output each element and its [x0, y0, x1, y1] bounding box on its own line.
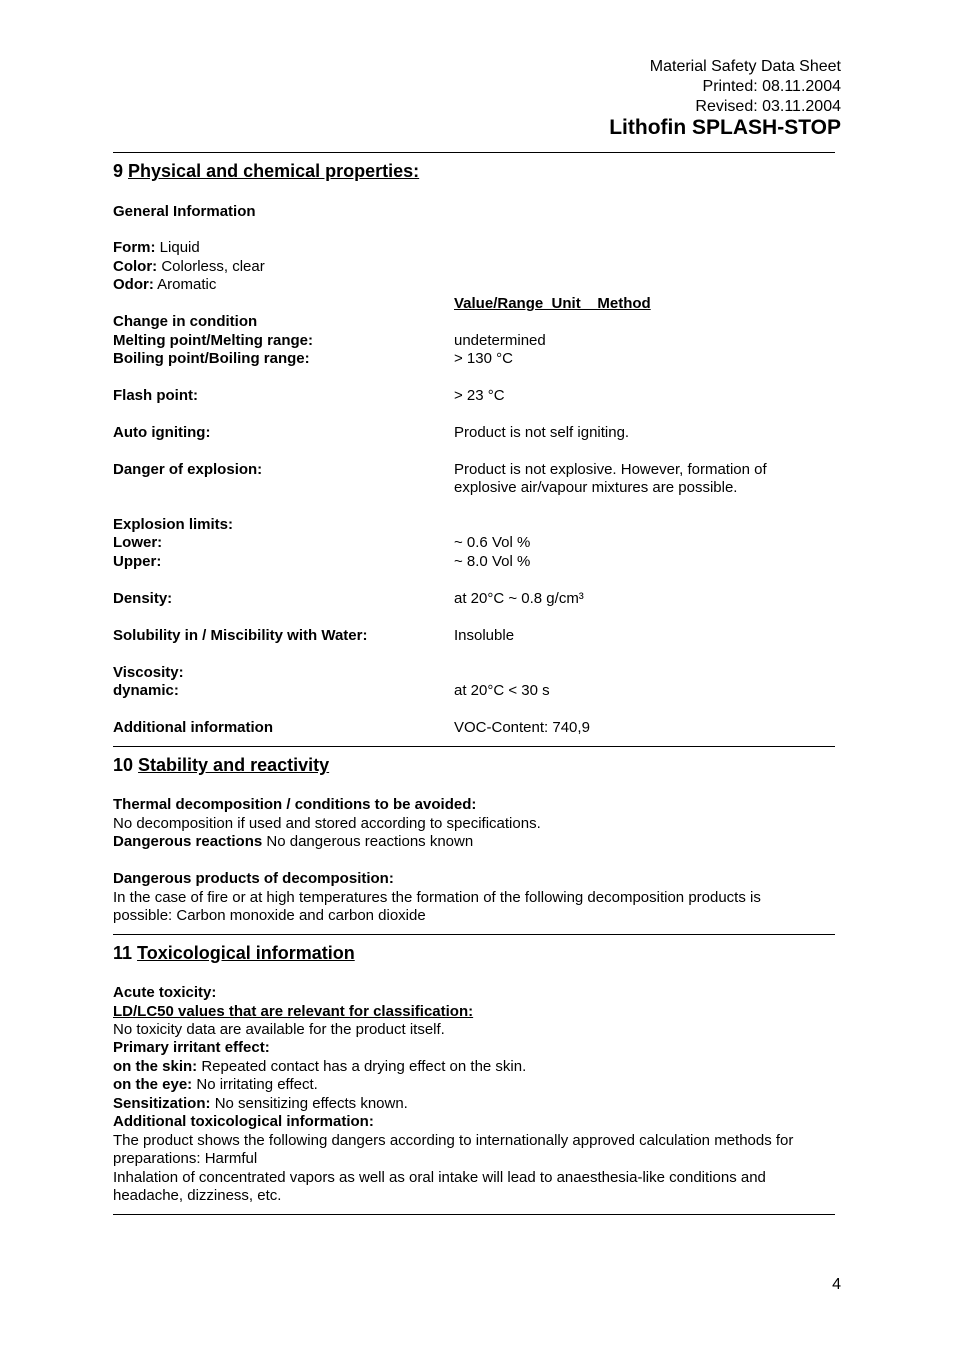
- solubility-label: Solubility in / Miscibility with Water:: [113, 627, 368, 644]
- general-info-label: General Information: [113, 203, 256, 220]
- lower-limit-label: Lower:: [113, 534, 163, 551]
- additional-toxicological-label: Additional toxicological information:: [113, 1113, 374, 1130]
- boiling-point-label: Boiling point/Boiling range:: [113, 350, 310, 367]
- danger-of-explosion-label: Danger of explosion:: [113, 461, 263, 478]
- eye-row: on the eye: No irritating effect.: [113, 1076, 318, 1093]
- section-9-heading: 9 Physical and chemical properties:: [113, 161, 420, 181]
- explosion-limits-label: Explosion limits:: [113, 516, 234, 533]
- toxicological-text-line2: preparations: Harmful: [113, 1150, 258, 1167]
- change-in-condition-label: Change in condition: [113, 313, 258, 330]
- density-label: Density:: [113, 590, 173, 607]
- melting-point-label: Melting point/Melting range:: [113, 332, 313, 349]
- flash-point-label: Flash point:: [113, 387, 198, 404]
- sensitization-row: Sensitization: No sensitizing effects known.: [113, 1095, 408, 1112]
- toxicological-text-line3: Inhalation of concentrated vapors as well as oral intake will lead to anaesthesia-like conditions and: [113, 1169, 766, 1186]
- additional-information-value: VOC-Content: 740,9: [454, 719, 590, 736]
- section-11-heading: 11 Toxicological information: [113, 943, 355, 963]
- primary-irritant-label: Primary irritant effect:: [113, 1039, 270, 1056]
- doc-type: Material Safety Data Sheet: [649, 58, 841, 75]
- additional-information-label: Additional information: [113, 719, 273, 736]
- form-row: Form: Liquid: [113, 239, 200, 256]
- product-name: Lithofin SPLASH-STOP: [609, 116, 841, 139]
- page-number: 4: [832, 1276, 841, 1293]
- auto-igniting-value: Product is not self igniting.: [454, 424, 630, 441]
- melting-point-value: undetermined: [454, 332, 546, 349]
- viscosity-label: Viscosity:: [113, 664, 184, 681]
- divider: [113, 1214, 835, 1215]
- danger-of-explosion-value-line2: explosive air/vapour mixtures are possible.: [454, 479, 738, 496]
- printed-date: Printed: 08.11.2004: [702, 78, 841, 95]
- thermal-decomposition-text: No decomposition if used and stored according to specifications.: [113, 815, 541, 832]
- toxicological-text-line4: headache, dizziness, etc.: [113, 1187, 282, 1204]
- dynamic-value: at 20°C < 30 s: [454, 682, 550, 699]
- revised-date: Revised: 03.11.2004: [695, 98, 841, 115]
- upper-limit-label: Upper:: [113, 553, 162, 570]
- upper-limit-value: ~ 8.0 Vol %: [454, 553, 531, 570]
- toxicological-text-line1: The product shows the following dangers according to internationally approved calculation methods for: [113, 1132, 794, 1149]
- dangerous-products-text-line2: possible: Carbon monoxide and carbon dioxide: [113, 907, 426, 924]
- solubility-value: Insoluble: [454, 627, 515, 644]
- value-column-header: Value/Range Unit Method: [454, 295, 651, 312]
- divider: [113, 934, 835, 935]
- flash-point-value: > 23 °C: [454, 387, 505, 404]
- dynamic-label: dynamic:: [113, 682, 179, 699]
- danger-of-explosion-value-line1: Product is not explosive. However, formation of: [454, 461, 767, 478]
- color-row: Color: Colorless, clear: [113, 258, 265, 275]
- dangerous-reactions-row: Dangerous reactions No dangerous reactions known: [113, 833, 474, 850]
- dangerous-products-text-line1: In the case of fire or at high temperatures the formation of the following decomposition products is: [113, 889, 761, 906]
- section-10-heading: 10 Stability and reactivity: [113, 755, 330, 775]
- skin-row: on the skin: Repeated contact has a drying effect on the skin.: [113, 1058, 527, 1075]
- dangerous-products-label: Dangerous products of decomposition:: [113, 870, 394, 887]
- divider: [113, 152, 835, 153]
- divider: [113, 746, 835, 747]
- thermal-decomposition-label: Thermal decomposition / conditions to be avoided:: [113, 796, 477, 813]
- auto-igniting-label: Auto igniting:: [113, 424, 211, 441]
- acute-toxicity-label: Acute toxicity:: [113, 984, 217, 1001]
- ld50-label: LD/LC50 values that are relevant for classification:: [113, 1003, 474, 1020]
- density-value: at 20°C ~ 0.8 g/cm³: [454, 590, 584, 607]
- no-toxicity-data-text: No toxicity data are available for the product itself.: [113, 1021, 445, 1038]
- lower-limit-value: ~ 0.6 Vol %: [454, 534, 531, 551]
- boiling-point-value: > 130 °C: [454, 350, 513, 367]
- odor-row: Odor: Aromatic: [113, 276, 217, 293]
